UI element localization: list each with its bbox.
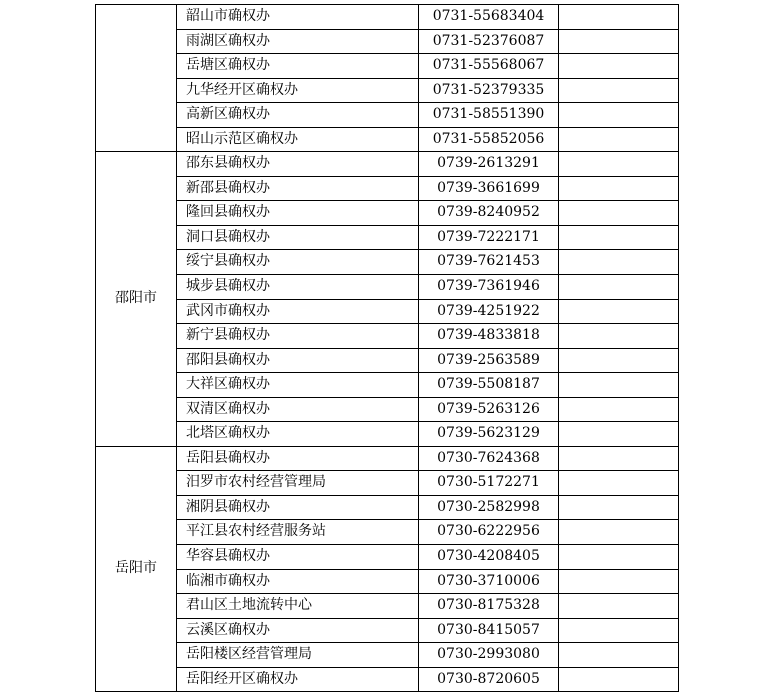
phone-number-cell: 0731-55683404 [419,5,559,30]
unit-name-cell: 城步县确权办 [177,275,419,300]
unit-name-cell: 新宁县确权办 [177,324,419,349]
table-row [96,667,679,692]
empty-cell [559,250,679,275]
table-row [96,594,679,619]
unit-name-cell: 新邵县确权办 [177,176,419,201]
empty-cell [559,103,679,128]
unit-name-cell: 高新区确权办 [177,103,419,128]
phone-number-cell: 0739-2613291 [419,152,559,177]
table-row [96,643,679,668]
empty-cell [559,495,679,520]
empty-cell [559,471,679,496]
table-row [96,545,679,570]
table-row [96,5,679,30]
table-row [96,618,679,643]
unit-name-cell: 武冈市确权办 [177,299,419,324]
empty-cell [559,5,679,30]
table-row [96,54,679,79]
empty-cell [559,225,679,250]
table-row [96,78,679,103]
phone-number-cell: 0731-55852056 [419,127,559,152]
table-row [96,152,679,177]
empty-cell [559,299,679,324]
unit-name-cell: 九华经开区确权办 [177,78,419,103]
phone-number-cell: 0739-2563589 [419,348,559,373]
unit-name-cell: 岳阳经开区确权办 [177,667,419,692]
empty-cell [559,176,679,201]
phone-number-cell: 0739-4833818 [419,324,559,349]
unit-name-cell: 双清区确权办 [177,397,419,422]
table-row [96,176,679,201]
empty-cell [559,569,679,594]
empty-cell [559,152,679,177]
city-cell [96,5,177,152]
phone-number-cell: 0739-5508187 [419,373,559,398]
phone-number-cell: 0730-8720605 [419,667,559,692]
phone-number-cell: 0731-52379335 [419,78,559,103]
unit-name-cell: 北塔区确权办 [177,422,419,447]
phone-number-cell: 0731-52376087 [419,29,559,54]
unit-name-cell: 岳塘区确权办 [177,54,419,79]
empty-cell [559,78,679,103]
phone-number-cell: 0739-4251922 [419,299,559,324]
unit-name-cell: 云溪区确权办 [177,618,419,643]
contact-table [95,4,679,692]
empty-cell [559,397,679,422]
phone-number-cell: 0730-2582998 [419,495,559,520]
unit-name-cell: 雨湖区确权办 [177,29,419,54]
unit-name-cell: 岳阳楼区经营管理局 [177,643,419,668]
empty-cell [559,667,679,692]
city-cell: 岳阳市 [96,446,177,691]
table-row [96,373,679,398]
table-row [96,250,679,275]
unit-name-cell: 邵东县确权办 [177,152,419,177]
empty-cell [559,422,679,447]
unit-name-cell: 大祥区确权办 [177,373,419,398]
table-row [96,569,679,594]
table-row [96,127,679,152]
phone-number-cell: 0739-8240952 [419,201,559,226]
unit-name-cell: 汨罗市农村经营管理局 [177,471,419,496]
table-row [96,422,679,447]
table-row [96,348,679,373]
unit-name-cell: 临湘市确权办 [177,569,419,594]
table-row [96,471,679,496]
unit-name-cell: 洞口县确权办 [177,225,419,250]
table-row [96,299,679,324]
phone-number-cell: 0739-7361946 [419,275,559,300]
table-row [96,495,679,520]
phone-number-cell: 0730-8415057 [419,618,559,643]
empty-cell [559,594,679,619]
table-row [96,201,679,226]
table-row [96,275,679,300]
phone-number-cell: 0730-8175328 [419,594,559,619]
empty-cell [559,520,679,545]
phone-number-cell: 0730-3710006 [419,569,559,594]
empty-cell [559,618,679,643]
unit-name-cell: 华容县确权办 [177,545,419,570]
phone-number-cell: 0739-7222171 [419,225,559,250]
empty-cell [559,348,679,373]
empty-cell [559,324,679,349]
empty-cell [559,29,679,54]
empty-cell [559,643,679,668]
unit-name-cell: 君山区土地流转中心 [177,594,419,619]
phone-number-cell: 0730-7624368 [419,446,559,471]
phone-number-cell: 0739-5623129 [419,422,559,447]
unit-name-cell: 平江县农村经营服务站 [177,520,419,545]
city-cell: 邵阳市 [96,152,177,447]
contact-table-body [96,5,679,692]
phone-number-cell: 0739-7621453 [419,250,559,275]
empty-cell [559,54,679,79]
empty-cell [559,275,679,300]
table-row [96,324,679,349]
phone-number-cell: 0731-55568067 [419,54,559,79]
table-row [96,397,679,422]
table-row [96,103,679,128]
unit-name-cell: 韶山市确权办 [177,5,419,30]
phone-number-cell: 0731-58551390 [419,103,559,128]
table-row [96,29,679,54]
phone-number-cell: 0730-4208405 [419,545,559,570]
table-row [96,225,679,250]
unit-name-cell: 岳阳县确权办 [177,446,419,471]
unit-name-cell: 湘阴县确权办 [177,495,419,520]
unit-name-cell: 绥宁县确权办 [177,250,419,275]
phone-number-cell: 0730-2993080 [419,643,559,668]
unit-name-cell: 邵阳县确权办 [177,348,419,373]
table-row [96,446,679,471]
empty-cell [559,446,679,471]
unit-name-cell: 昭山示范区确权办 [177,127,419,152]
phone-number-cell: 0739-3661699 [419,176,559,201]
empty-cell [559,545,679,570]
unit-name-cell: 隆回县确权办 [177,201,419,226]
empty-cell [559,373,679,398]
phone-number-cell: 0739-5263126 [419,397,559,422]
empty-cell [559,127,679,152]
table-row [96,520,679,545]
phone-number-cell: 0730-5172271 [419,471,559,496]
empty-cell [559,201,679,226]
phone-number-cell: 0730-6222956 [419,520,559,545]
